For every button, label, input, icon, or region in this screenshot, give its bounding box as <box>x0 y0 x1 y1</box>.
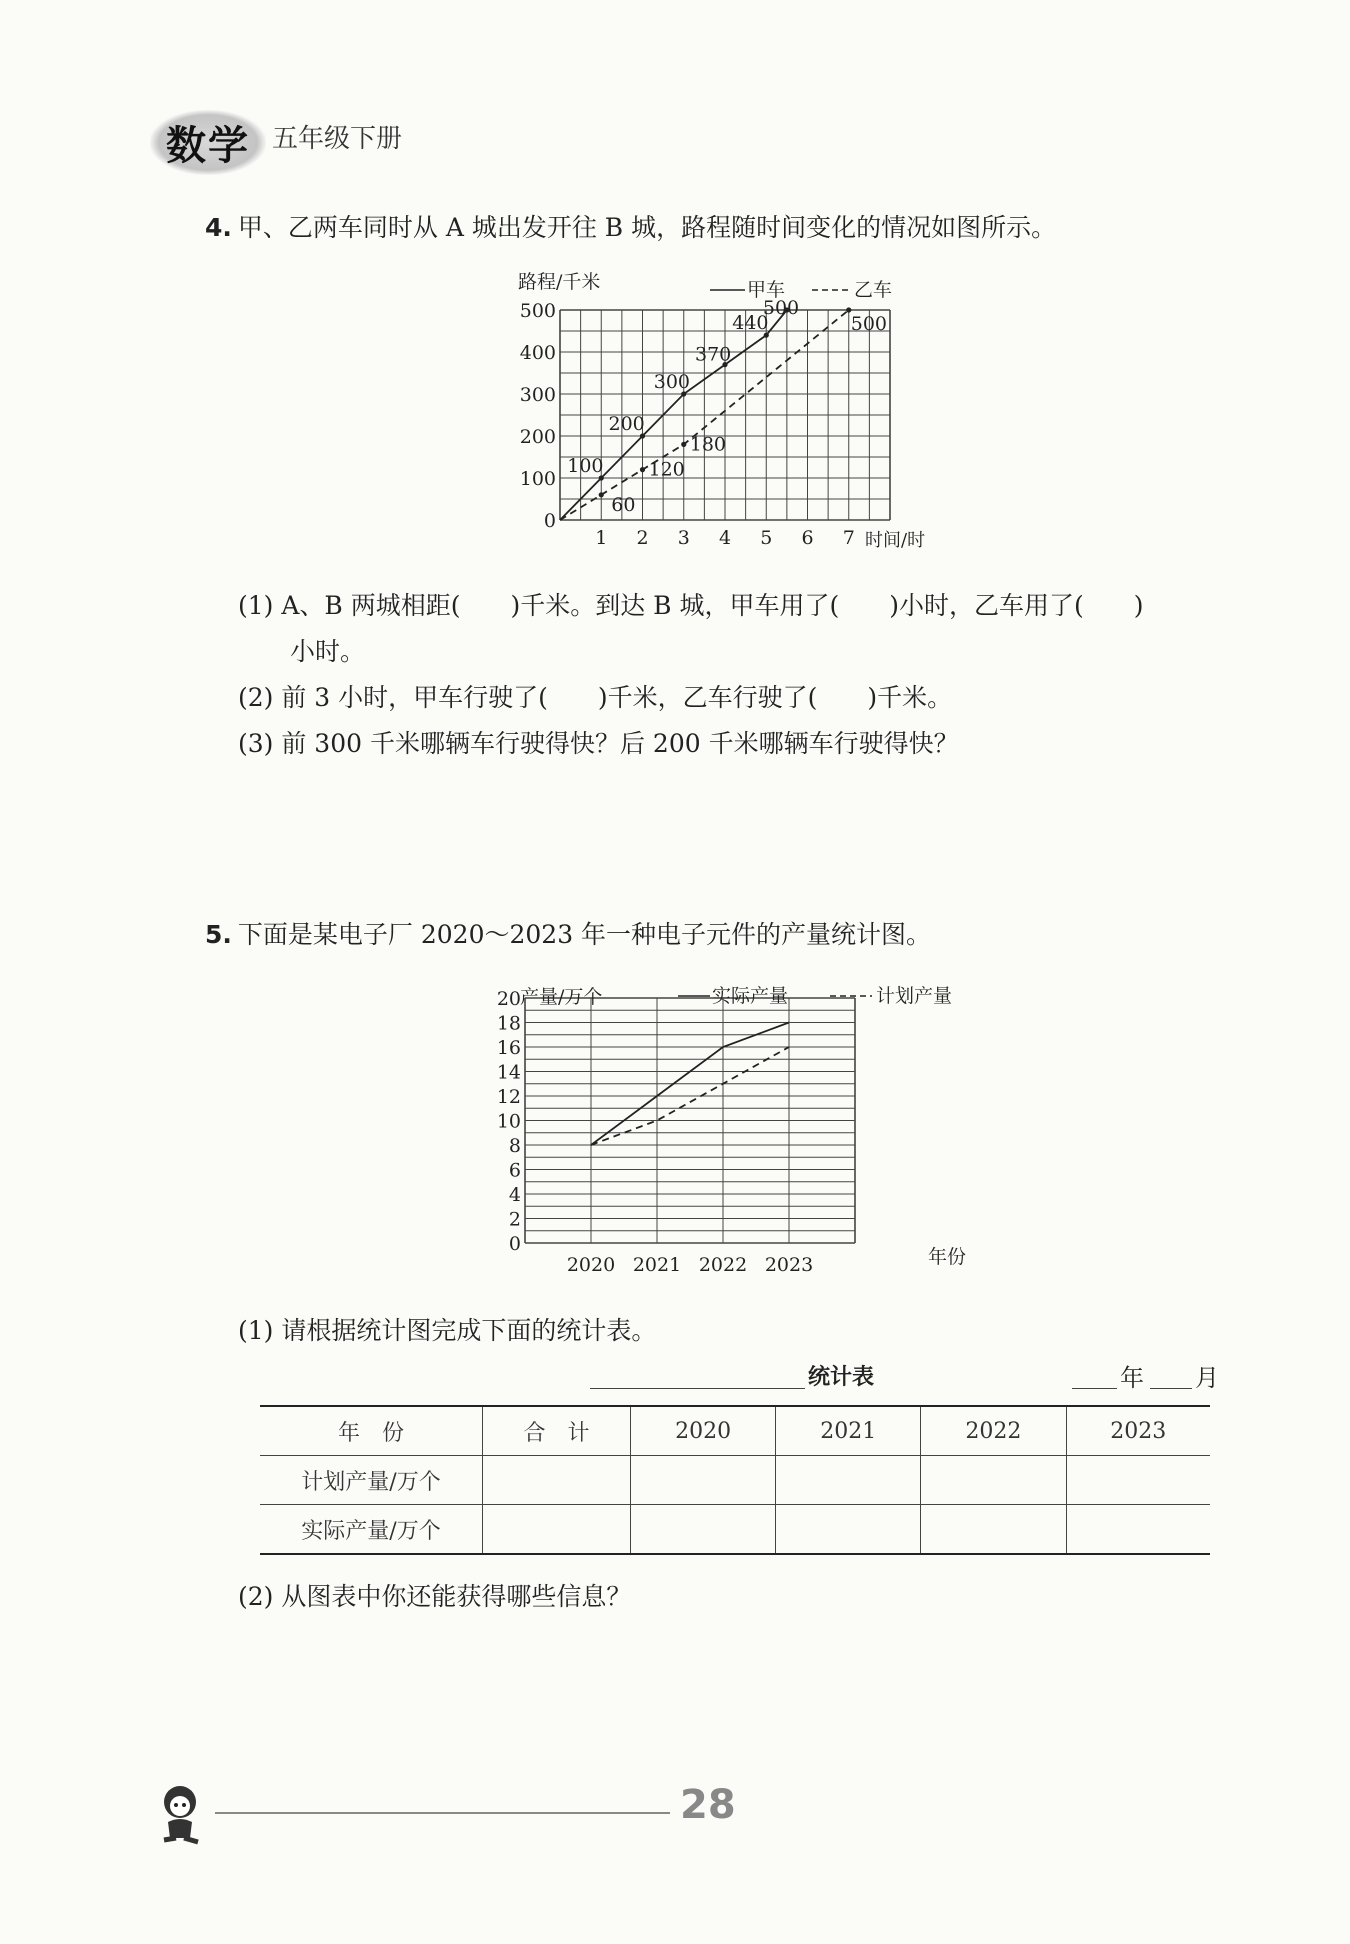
y-tick-label: 0 <box>508 1233 521 1255</box>
data-label: 500 <box>762 297 800 319</box>
header-2023: 2023 <box>1066 1406 1210 1456</box>
data-label: 180 <box>689 433 727 456</box>
y-tick-label: 20 <box>496 988 521 1010</box>
q4-sub1: (1) A、B 两城相距( )千米。到达 B 城，甲车用了( )小时，乙车用了( ) <box>238 591 1144 620</box>
y-tick-label: 300 <box>519 384 556 406</box>
x-tick-label: 5 <box>760 527 773 549</box>
table-row <box>260 1505 1210 1555</box>
cell-planned-2020[interactable] <box>631 1456 776 1505</box>
x-tick-label: 1 <box>595 527 608 549</box>
q4-text: 甲、乙两车同时从 A 城出发开往 B 城，路程随时间变化的情况如图所示。 <box>237 213 1057 242</box>
x-tick-label: 2021 <box>632 1254 682 1276</box>
q5-text: 下面是某电子厂 2020～2023 年一种电子元件的产量统计图。 <box>237 920 932 949</box>
y-tick-label: 6 <box>508 1159 521 1182</box>
y-tick-label: 100 <box>519 468 556 490</box>
y-axis-label: 路程/千米 <box>518 271 601 293</box>
y-tick-label: 18 <box>496 1012 521 1035</box>
header-2021: 2021 <box>776 1406 921 1456</box>
data-label: 120 <box>648 458 685 481</box>
x-tick-label: 2 <box>636 527 649 549</box>
legend-label-actual: 实际产量 <box>712 985 789 1007</box>
y-tick-label: 2 <box>508 1208 521 1231</box>
y-tick-label: 0 <box>543 510 556 532</box>
x-tick-label: 4 <box>718 527 732 549</box>
cell-actual-2023[interactable] <box>1066 1505 1210 1555</box>
y-tick-label: 4 <box>508 1184 521 1206</box>
data-label: 500 <box>850 313 888 335</box>
data-point <box>599 492 604 497</box>
date-month-blank[interactable] <box>1150 1388 1192 1389</box>
table-title-blank[interactable] <box>590 1388 805 1389</box>
x-tick-label: 6 <box>801 527 814 549</box>
y-tick-label: 14 <box>496 1061 521 1084</box>
legend-label-yi: 乙车 <box>854 279 893 301</box>
legend-label-jia: 甲车 <box>747 279 786 301</box>
subject-title: 数学 <box>150 110 266 175</box>
page-number: 28 <box>680 1782 736 1828</box>
distance-time-chart <box>500 270 980 560</box>
row-label-planned: 计划产量/万个 <box>260 1456 483 1505</box>
data-label: 200 <box>608 413 645 435</box>
date-year-label: 年 <box>1120 1364 1144 1392</box>
y-tick-label: 12 <box>496 1086 521 1108</box>
header-total: 合 计 <box>483 1406 631 1456</box>
table-header-row <box>260 1406 1210 1456</box>
cell-actual-2021[interactable] <box>776 1505 921 1555</box>
cell-actual-2022[interactable] <box>921 1505 1066 1555</box>
x-tick-label: 2022 <box>698 1254 748 1276</box>
q4-sub2: (2) 前 3 小时，甲车行驶了( )千米，乙车行驶了( )千米。 <box>238 683 953 712</box>
q5-title <box>205 915 931 951</box>
footer-rule <box>215 1812 670 1814</box>
x-axis-label: 时间/时 <box>865 530 926 551</box>
data-label: 100 <box>567 455 604 477</box>
data-label: 440 <box>732 312 769 335</box>
y-tick-label: 10 <box>496 1110 521 1133</box>
y-tick-label: 200 <box>519 426 556 448</box>
legend-label-planned: 计划产量 <box>876 985 953 1007</box>
date-year-blank[interactable] <box>1072 1388 1117 1389</box>
production-chart <box>470 975 990 1285</box>
row-label-actual: 实际产量/万个 <box>260 1505 483 1555</box>
cell-planned-2021[interactable] <box>776 1456 921 1505</box>
x-axis-label: 年份 <box>928 1246 967 1268</box>
q5-sub2: (2) 从图表中你还能获得哪些信息？ <box>238 1582 632 1611</box>
date-month-label: 月 <box>1195 1364 1219 1392</box>
cell-actual-total[interactable] <box>483 1505 631 1555</box>
grade-label: 五年级下册 <box>272 124 403 154</box>
header-year: 年 份 <box>260 1406 483 1456</box>
cell-planned-2022[interactable] <box>921 1456 1066 1505</box>
data-label: 60 <box>611 493 636 516</box>
mascot-icon <box>150 1780 214 1848</box>
q4-title <box>205 208 1056 244</box>
data-label: 370 <box>695 343 732 366</box>
y-tick-label: 16 <box>496 1037 521 1059</box>
y-tick-label: 8 <box>508 1135 521 1157</box>
q5-number: 5. <box>205 920 232 949</box>
x-tick-label: 7 <box>842 527 855 549</box>
x-tick-label: 2020 <box>566 1254 616 1276</box>
data-label: 300 <box>653 371 691 393</box>
q4-sub1-cont: 小时。 <box>290 637 366 666</box>
y-axis-label: 产量/万个 <box>520 986 603 1008</box>
table-title: 统计表 <box>808 1365 875 1390</box>
y-tick-label: 500 <box>519 300 556 322</box>
data-point <box>846 307 851 312</box>
cell-actual-2020[interactable] <box>631 1505 776 1555</box>
header-2022: 2022 <box>921 1406 1066 1456</box>
cell-planned-2023[interactable] <box>1066 1456 1210 1505</box>
data-point <box>681 442 686 447</box>
header-2020: 2020 <box>631 1406 776 1456</box>
table-row <box>260 1456 1210 1505</box>
data-point <box>640 467 645 472</box>
x-tick-label: 3 <box>677 527 690 549</box>
x-tick-label: 2023 <box>764 1254 814 1276</box>
y-tick-label: 400 <box>519 342 556 364</box>
cell-planned-total[interactable] <box>483 1456 631 1505</box>
q4-number: 4. <box>205 213 232 242</box>
q5-sub1: (1) 请根据统计图完成下面的统计表。 <box>238 1316 657 1345</box>
q4-sub3: (3) 前 300 千米哪辆车行驶得快？后 200 千米哪辆车行驶得快？ <box>238 729 959 758</box>
statistics-table <box>260 1405 1210 1555</box>
